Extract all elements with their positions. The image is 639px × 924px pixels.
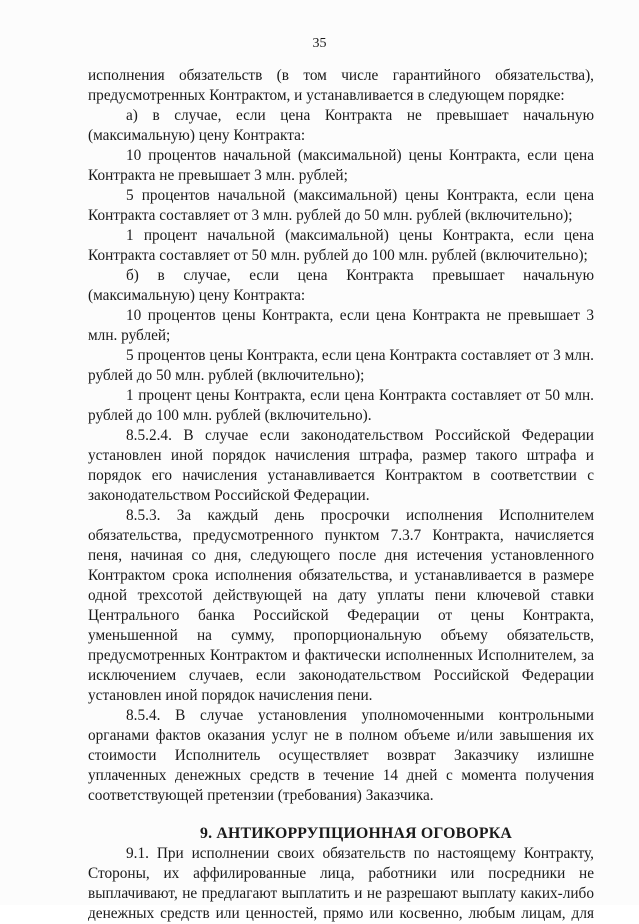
paragraph: 5 процентов цены Контракта, если цена Контракта составляет от 3 млн. рублей до 50 млн. рублей (включительно); (88, 347, 594, 384)
paragraph: 8.5.2.4. В случае если законодательством Российской Федерации установлен иной порядок начисления штрафа, размер такого штрафа и порядок его начисления устанавливается Контрактом в соответствии с законодательством Российской Федерации. (88, 427, 594, 504)
paragraph: 8.5.4. В случае установления уполномоченными контрольными органами фактов оказания услуг не в полном объеме и/или завышения их стоимости Исполнитель осуществляет возврат Заказчику излишне уплаченных денежных средств в течение 14 дней с момента получения соответствующей претензии (требования) Заказчика. (88, 707, 594, 804)
paragraph: 1 процент цены Контракта, если цена Контракта составляет от 50 млн. рублей до 100 млн. рублей (включительно). (88, 387, 594, 424)
page-number: 35 (312, 36, 327, 51)
paragraph: 5 процентов начальной (максимальной) цены Контракта, если цена Контракта составляет от 3 млн. рублей до 50 млн. рублей (включительно); (88, 187, 594, 224)
paragraph: б) в случае, если цена Контракта превышает начальную (максимальную) цену Контракта: (88, 267, 594, 304)
paragraph: 8.5.3. За каждый день просрочки исполнения Исполнителем обязательства, предусмотренного пунктом 7.3.7 Контракта, начисляется пеня, начиная со дня, следующего после дня истечения установленного Контрактом срока исполнения обязательства, и устанавливается в размере одной трехсотой действующей на дату уплаты пени ключевой ставки Центрального банка Российской Федерации от цены Контракта, уменьшенной на сумму, пропорциональную объему обязательств, предусмотренных Контрактом и фактически исполненных Исполнителем, за исключением случаев, если законодательством Российской Федерации установлен иной порядок начисления пени. (88, 507, 594, 704)
section-heading: 9. АНТИКОРРУПЦИОННАЯ ОГОВОРКА (199, 825, 513, 842)
paragraph: а) в случае, если цена Контракта не превышает начальную (максимальную) цену Контракта: (88, 107, 594, 144)
paragraph: исполнения обязательств (в том числе гарантийного обязательства), предусмотренных Контрактом, и устанавливается в следующем порядке: (88, 67, 594, 104)
paragraph: 10 процентов цены Контракта, если цена Контракта не превышает 3 млн. рублей; (88, 307, 594, 344)
paragraph: 1 процент начальной (максимальной) цены Контракта, если цена Контракта составляет от 50 млн. рублей до 100 млн. рублей (включительно); (88, 227, 594, 264)
paragraph: 9.1. При исполнении своих обязательств по настоящему Контракту, Стороны, их аффилированные лица, работники или посредники не выплачивают, не предлагают выплатить и не разрешают выплату каких-либо денежных средств или ценностей, прямо или косвенно, любым лицам, для (88, 845, 594, 922)
document-body (88, 66, 594, 924)
paragraph: 10 процентов начальной (максимальной) цены Контракта, если цена Контракта не превышает 3 млн. рублей; (88, 147, 594, 184)
